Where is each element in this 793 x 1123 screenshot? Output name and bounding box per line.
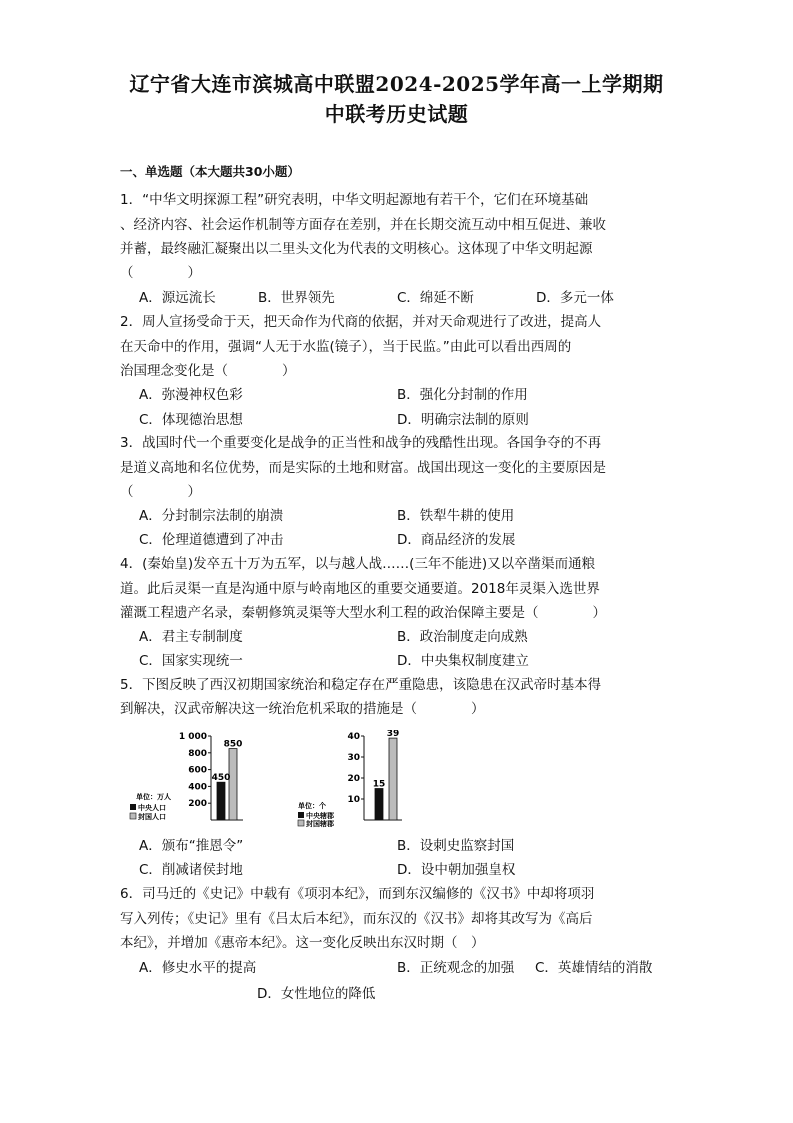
c2-data-label: 39 — [386, 730, 400, 740]
question-1-line: 、经济内容、社会运作机制等方面存在差别，并在长期交流互动中相互促进、兼收 — [120, 217, 606, 233]
question-3-option-d[interactable]: D．商品经济的发展 — [397, 532, 516, 548]
c2-bar-central — [375, 789, 383, 821]
question-4-option-c[interactable]: C．国家实现统一 — [139, 653, 243, 669]
c1-data-label: 850 — [223, 739, 243, 750]
question-3-line: （ ） — [120, 484, 201, 500]
question-6-option-d[interactable]: D．女性地位的降低 — [257, 986, 376, 1002]
question-2-line: 2．周人宣扬受命于天，把天命作为代商的依据，并对天命观进行了改进，提高人 — [120, 314, 602, 330]
question-5-line: 到解决，汉武帝解决这一统治危机采取的措施是（ ） — [120, 701, 485, 717]
section-heading: 一、单选题（本大题共30小题） — [120, 164, 300, 179]
question-3-option-c[interactable]: C．伦理道德遭到了冲击 — [139, 532, 284, 548]
chart2-unit: 单位：个 — [298, 802, 326, 810]
question-3-option-a[interactable]: A．分封制宗法制的崩溃 — [139, 508, 284, 524]
question-3-line: 3．战国时代一个重要变化是战争的正当性和战争的残酷性出现。各国争夺的不再 — [120, 435, 602, 451]
c1-tick-label: 800 — [188, 748, 207, 759]
chart1-legend-central: 中央人口 — [138, 804, 166, 812]
question-1-option-d[interactable]: D．多元一体 — [536, 290, 614, 306]
question-5-option-d[interactable]: D．设中朝加强皇权 — [397, 862, 516, 878]
question-3-line: 是道义高地和名位优势，而是实际的土地和财富。战国出现这一变化的主要原因是 — [120, 460, 606, 476]
question-6-line: 6．司马迁的《史记》中载有《项羽本纪》，而到东汉编修的《汉书》中却将项羽 — [120, 886, 595, 902]
question-6-line: 写入列传；《史记》里有《吕太后本纪》，而东汉的《汉书》却将其改写为《高后 — [120, 911, 593, 927]
question-4-line: 灌溉工程遗产名录，秦朝修筑灵渠等大型水利工程的政治保障主要是（ ） — [120, 605, 606, 621]
question-4-line: 道。此后灵渠一直是沟通中原与岭南地区的重要交通要道。2018年灵渠入选世界 — [120, 581, 600, 597]
c1-tick-label: 600 — [188, 765, 207, 776]
c1-tick-label: 1 000 — [178, 732, 207, 742]
chart1-legend-swatch-fief — [130, 813, 136, 819]
question-5-option-b[interactable]: B．设刺史监察封国 — [397, 838, 515, 854]
c1-bar-fief — [229, 749, 237, 820]
question-4-option-d[interactable]: D．中央集权制度建立 — [397, 653, 529, 669]
question-1-option-a[interactable]: A．源远流长 — [139, 290, 216, 306]
c2-data-label: 15 — [372, 779, 386, 790]
question-2-line: 在天命中的作用，强调“人无于水监(镜子），当于民监。”由此可以看出西周的 — [120, 339, 572, 355]
chart1-unit: 单位：万人 — [136, 793, 171, 801]
question-6-option-a[interactable]: A．修史水平的提高 — [139, 960, 257, 976]
question-2-option-a[interactable]: A．弥漫神权色彩 — [139, 387, 243, 403]
c1-data-label: 450 — [211, 773, 231, 784]
c2-tick-label: 20 — [347, 774, 360, 784]
question-2-option-d[interactable]: D．明确宗法制的原则 — [397, 412, 529, 428]
chart2-legend-swatch-fief — [298, 820, 304, 826]
question-5-option-a[interactable]: A．颁布“推恩令” — [139, 838, 244, 854]
question-5-option-c[interactable]: C．削减诸侯封地 — [139, 862, 243, 878]
question-1-line: （ ） — [120, 265, 201, 281]
question-4-option-a[interactable]: A．君主专制制度 — [139, 629, 243, 645]
question-2-option-c[interactable]: C．体现德治思想 — [139, 412, 243, 428]
chart1-legend-fief: 封国人口 — [138, 813, 166, 821]
c1-tick-label: 400 — [188, 782, 207, 793]
question-2-line: 治国理念变化是（ ） — [120, 363, 296, 379]
page-title-line-1: 辽宁省大连市滨城高中联盟2024-2025学年高一上学期期 — [129, 72, 664, 96]
question-1-option-c[interactable]: C．绵延不断 — [397, 290, 474, 306]
question-1-line: 并蓄，最终融汇凝聚出以二里头文化为代表的文明核心。这体现了中华文明起源 — [120, 241, 593, 257]
c1-tick-label: 200 — [188, 799, 207, 810]
question-6-line: 本纪》，并增加《惠帝本纪》。这一变化反映出东汉时期（ ） — [120, 935, 485, 951]
c2-tick-label: 40 — [347, 732, 360, 742]
question-5-line: 5．下图反映了西汉初期国家统治和稳定存在严重隐患，该隐患在汉武帝时基本得 — [120, 677, 602, 693]
chart1-legend-swatch-central — [130, 804, 136, 810]
commanderies-bar-chart — [292, 730, 422, 830]
question-2-option-b[interactable]: B．强化分封制的作用 — [397, 387, 528, 403]
chart2-legend-swatch-central — [298, 812, 304, 818]
c2-tick-label: 10 — [347, 795, 360, 805]
c2-bar-fief — [389, 738, 397, 820]
page-title-line-2: 中联考历史试题 — [324, 102, 469, 126]
chart2-legend-central: 中央辖郡 — [306, 812, 334, 820]
question-4-option-b[interactable]: B．政治制度走向成熟 — [397, 629, 528, 645]
question-1-option-b[interactable]: B．世界领先 — [258, 290, 335, 306]
question-4-line: 4．(秦始皇)发卒五十万为五军，以与越人战……(三年不能进)又以卒凿渠而通粮 — [120, 556, 596, 572]
c2-tick-label: 30 — [347, 753, 360, 763]
question-1-line: 1．“中华文明探源工程”研究表明，中华文明起源地有若干个，它们在环境基础 — [120, 192, 589, 208]
chart2-legend-fief: 封国辖郡 — [306, 820, 334, 828]
question-3-option-b[interactable]: B．铁犁牛耕的使用 — [397, 508, 515, 524]
question-6-option-c[interactable]: C．英雄情结的消散 — [535, 960, 653, 976]
population-bar-chart — [118, 730, 248, 830]
question-6-option-b[interactable]: B．正统观念的加强 — [397, 960, 515, 976]
c1-bar-central — [217, 782, 225, 820]
